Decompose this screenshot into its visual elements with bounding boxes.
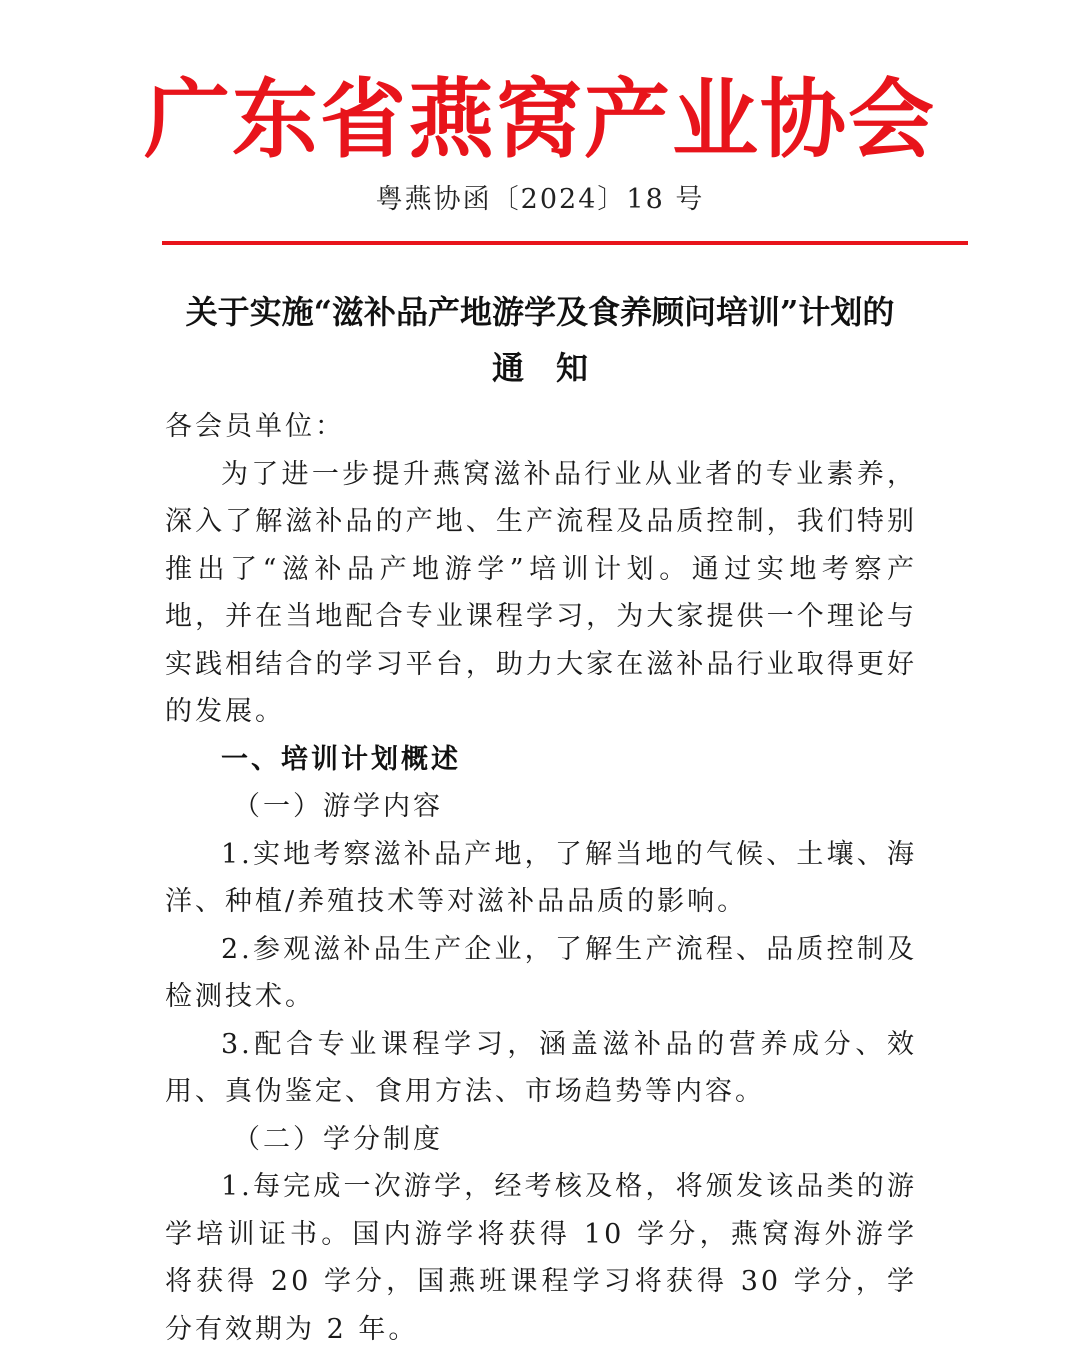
red-divider-line: [162, 241, 968, 245]
intro-paragraph: 为了进一步提升燕窝滋补品行业从业者的专业素养，深入了解滋补品的产地、生产流程及品质控制，我们特别推出了“滋补品产地游学”培训计划。通过实地考察产地，并在当地配合专业课程学习，为大家提供一个理论与实践相结合的学习平台，助力大家在滋补品行业取得更好的发展。: [165, 458, 917, 727]
organization-title: 广东省燕窝产业协会: [144, 70, 936, 170]
subsection-1-item-3: 3.配合专业课程学习，涵盖滋补品的营养成分、效用、真伪鉴定、食用方法、市场趋势等内容。: [165, 1028, 917, 1107]
subsection-1-heading: （一）游学内容: [233, 791, 443, 822]
notice-title: [150, 284, 930, 396]
section-1-heading: 一、培训计划概述: [221, 743, 461, 775]
subsection-2-heading: （二）学分制度: [233, 1123, 443, 1155]
subsection-2-item-1: 1.每完成一次游学，经考核及格，将颁发该品类的游学培训证书。国内游学将获得 10 学分，燕窝海外游学将获得 20 学分，国燕班课程学习将获得 30 学分，学分有效期为 2 年。: [165, 1171, 917, 1345]
subsection-1-item-2: 2.参观滋补品生产企业，了解生产流程、品质控制及检测技术。: [165, 933, 917, 1012]
notice-title-line-2: 通 知: [491, 349, 588, 387]
salutation: 各会员单位：: [165, 411, 345, 442]
document-number: 粤燕协函〔2024〕18 号: [375, 184, 705, 215]
notice-title-line-1: 关于实施“滋补品产地游学及食养顾问培训”计划的: [185, 293, 895, 331]
document-body: [165, 403, 917, 1353]
subsection-1-item-1: 1.实地考察滋补品产地，了解当地的气候、土壤、海洋、种植/养殖技术等对滋补品品质的影响。: [165, 838, 917, 917]
